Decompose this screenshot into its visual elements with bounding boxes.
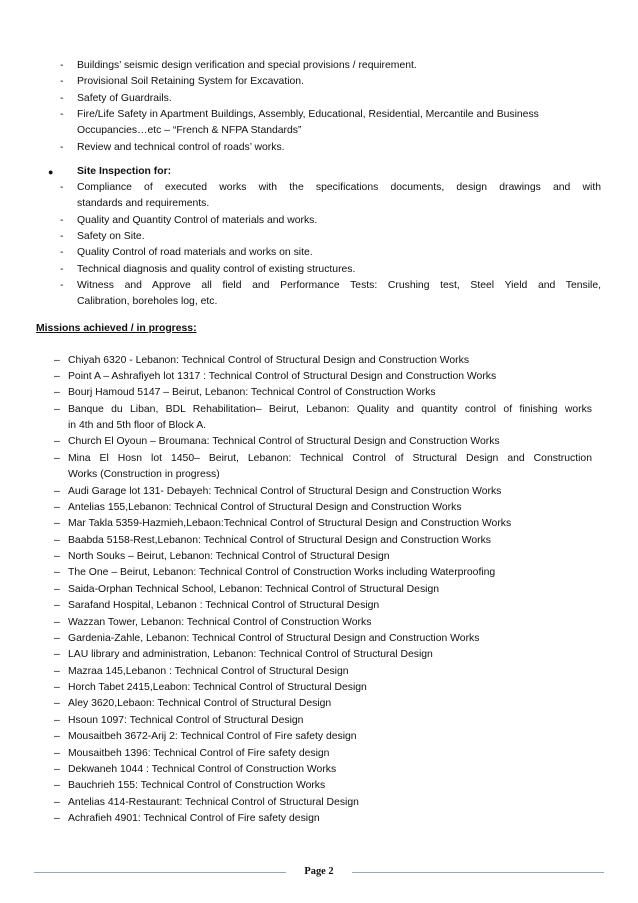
list-item-continuation: in 4th and 5th floor of Block A. [68,420,207,432]
list-marker: - [60,279,64,291]
list-item-text: The One – Beirut, Lebanon: Technical Control of Construction Works including Waterproofing [68,567,496,579]
list-item-text: Antelias 414-Restaurant: Technical Control of Structural Design [68,796,359,808]
list-item-text: Quality Control of road materials and works on site. [77,247,313,259]
list-marker: – [54,452,60,464]
section-heading-missions: Missions achieved / in progress: [36,322,197,334]
list-item-text: Fire/Life Safety in Apartment Buildings, Assembly, Educational, Residential, Mercantile and Business [77,108,539,120]
list-item-text: Achrafieh 4901: Technical Control of Fire safety design [68,813,320,825]
list-marker: – [54,387,60,399]
list-marker: – [54,583,60,595]
list-marker: – [54,551,60,563]
list-item-text: Wazzan Tower, Lebanon: Technical Control of Construction Works [68,616,372,628]
list-marker: - [60,141,64,153]
list-item-text: Aley 3620,Lebaon: Technical Control of Structural Design [68,698,332,710]
list-item-text: Horch Tabet 2415,Leabon: Technical Control of Structural Design [68,682,367,694]
list-marker: - [60,108,64,120]
list-item-text: Antelias 155,Lebanon: Technical Control of Structural Design and Construction Works [68,501,462,513]
list-marker: - [60,263,64,275]
list-item-text: Bauchrieh 155: Technical Control of Construction Works [68,780,326,792]
list-item-text: Quality and Quantity Control of materials and works. [77,214,318,226]
list-marker: – [54,698,60,710]
list-marker: – [54,796,60,808]
list-marker: – [54,632,60,644]
list-item-continuation: Occupancies…etc – “French & NFPA Standards” [77,125,302,137]
section-heading-inspection: Site Inspection for: [77,165,172,177]
list-marker: - [60,92,64,104]
list-marker: – [54,682,60,694]
list-marker: – [54,370,60,382]
list-item-text: Safety on Site. [77,231,145,242]
list-item-text: LAU library and administration, Lebanon: Technical Control of Structural Design [68,649,433,661]
list-item-text: Gardenia-Zahle, Lebanon: Technical Control of Structural Design and Construction Works [68,632,480,644]
list-item-text: Sarafand Hospital, Lebanon : Technical Control of Structural Design [68,600,380,612]
list-marker: – [54,714,60,726]
list-item-text: Mar Takla 5359-Hazmieh,Lebaon:Technical Control of Structural Design and Construction Works [68,518,512,530]
list-marker: - [60,182,64,194]
list-item-text: Point A – Ashrafiyeh lot 1317 : Technical Control of Structural Design and Construction Works [68,370,497,382]
list-marker: – [54,813,60,825]
list-item-text: Buildings’ seismic design verification and special provisions / requirement. [77,60,417,71]
list-marker: - [60,60,64,71]
list-marker: – [54,485,60,497]
list-item-text: Review and technical control of roads’ works. [77,141,285,153]
list-item-text: Bourj Hamoud 5147 – Beirut, Lebanon: Technical Control of Construction Works [68,387,436,399]
list-marker: - [60,76,64,88]
list-marker: – [54,600,60,612]
list-item-text: Audi Garage lot 131- Debayeh: Technical Control of Structural Design and Construction Works [68,485,502,497]
list-item-text: Chiyah 6320 - Lebanon: Technical Control of Structural Design and Construction Works [68,354,470,366]
list-marker: – [54,780,60,792]
list-item-text: Saida-Orphan Technical School, Lebanon: Technical Control of Structural Design [68,583,440,595]
page-number: Page 2 [304,866,334,877]
list-item-continuation: standards and requirements. [77,198,210,210]
list-marker: – [54,436,60,448]
list-marker: – [54,616,60,628]
list-item-text: Technical diagnosis and quality control of existing structures. [77,263,356,275]
list-marker: – [54,534,60,546]
list-marker: – [54,403,60,415]
bullet-icon: ● [48,166,54,177]
list-item-text: Church El Oyoun – Broumana: Technical Control of Structural Design and Construction Works [68,436,500,448]
list-item-text: Hsoun 1097: Technical Control of Structural Design [68,714,304,726]
list-item-text: North Souks – Beirut, Lebanon: Technical Control of Structural Design [68,551,390,563]
list-item-text: Mousaitbeh 3672-Arij 2: Technical Control of Fire safety design [68,731,357,743]
list-item-text: Mousaitbeh 1396: Technical Control of Fire safety design [68,747,330,759]
list-marker: – [54,649,60,661]
list-marker: - [60,231,64,242]
list-item-continuation: Calibration, boreholes log, etc. [77,296,218,308]
list-marker: - [60,247,64,259]
list-item-text: Mina El Hosn lot 1450– Beirut, Lebanon: Technical Control of Structural Design and Construction [68,452,592,464]
list-marker: – [54,764,60,775]
list-item-continuation: Works (Construction in progress) [68,469,220,481]
list-marker: – [54,501,60,513]
list-item-text: Compliance of executed works with the specifications documents, design drawings and with [77,182,601,194]
list-marker: – [54,665,60,677]
footer-rule-left [34,872,286,873]
list-item-text: Witness and Approve all field and Performance Tests: Crushing test, Steel Yield and Tensile, [77,279,601,291]
list-marker: - [60,214,64,226]
list-marker: – [54,567,60,579]
list-item-text: Baabda 5158-Rest,Lebanon: Technical Control of Structural Design and Construction Works [68,534,491,546]
list-item-text: Mazraa 145,Lebanon : Technical Control of Structural Design [68,665,349,677]
list-marker: – [54,518,60,530]
list-marker: – [54,747,60,759]
list-item-text: Dekwaneh 1044 : Technical Control of Construction Works [68,764,337,775]
footer-rule-right [352,872,604,873]
list-item-text: Provisional Soil Retaining System for Excavation. [77,76,304,88]
list-item-text: Banque du Liban, BDL Rehabilitation– Beirut, Lebanon: Quality and quantity control of finishing works [68,403,592,415]
list-item-text: Safety of Guardrails. [77,92,172,104]
list-marker: – [54,731,60,743]
list-marker: – [54,354,60,366]
